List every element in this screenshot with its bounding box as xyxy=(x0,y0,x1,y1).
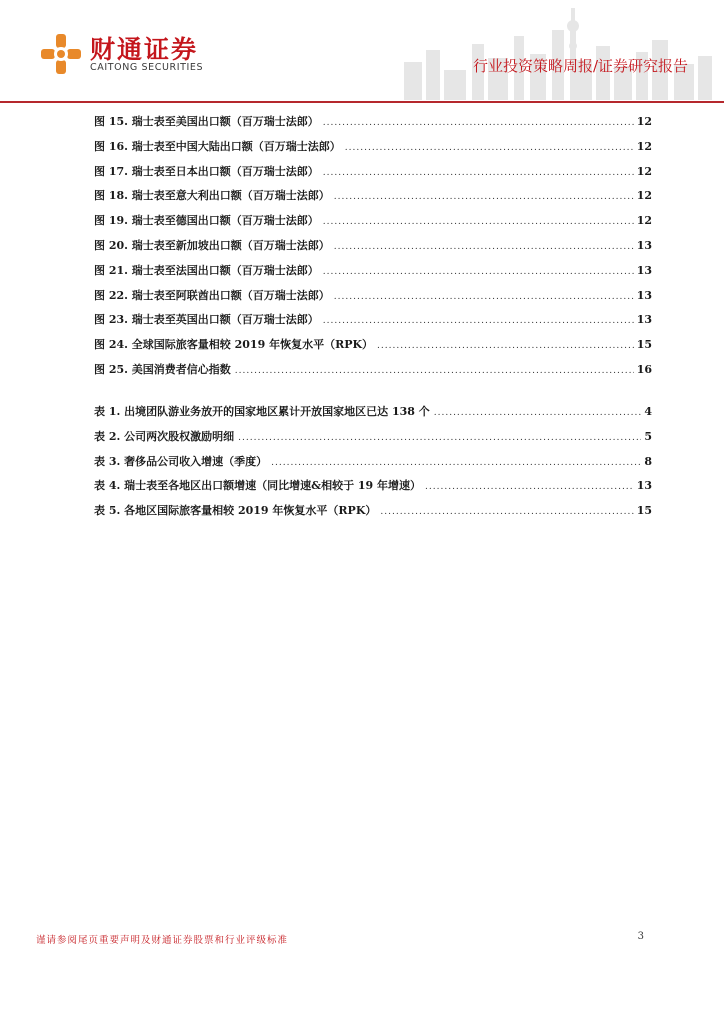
dot-leader xyxy=(323,168,634,178)
city-skyline-watermark xyxy=(384,0,724,100)
footer-disclaimer: 谨请参阅尾页重要声明及财通证券股票和行业评级标准 xyxy=(36,935,289,946)
dot-leader xyxy=(235,366,634,376)
dot-leader xyxy=(323,217,634,227)
report-type: 行业投资策略周报/证券研究报告 xyxy=(472,57,688,75)
toc-entry-page: 13 xyxy=(636,238,652,252)
toc-entry[interactable] xyxy=(94,113,652,138)
toc-entry-label: 图 19. 瑞士表至德国出口额（百万瑞士法郎） xyxy=(94,214,319,228)
figure-index xyxy=(94,113,652,386)
toc-entry-page: 4 xyxy=(644,405,652,418)
dot-leader xyxy=(323,118,634,128)
toc-entry[interactable] xyxy=(94,287,652,312)
toc-entry-page: 12 xyxy=(636,164,652,178)
dot-leader xyxy=(334,242,634,252)
brand-name-en: CAITONG SECURITIES xyxy=(90,62,204,73)
dot-leader xyxy=(238,433,641,443)
toc-entry-page: 12 xyxy=(636,189,652,203)
toc-entry-page: 15 xyxy=(636,338,652,352)
toc-entry-label: 表 1. 出境团队游业务放开的国家地区累计开放国家地区已达 138 个 xyxy=(94,405,430,418)
toc-entry[interactable] xyxy=(94,428,652,453)
dot-leader xyxy=(345,143,634,153)
toc-entry-label: 图 25. 美国消费者信心指数 xyxy=(94,362,231,376)
toc-entry-page: 15 xyxy=(636,504,652,518)
dot-leader xyxy=(334,192,634,202)
dot-leader xyxy=(377,341,634,351)
toc-entry-label: 图 15. 瑞士表至美国出口额（百万瑞士法郎） xyxy=(94,115,319,128)
dot-leader xyxy=(323,267,634,277)
toc-entry-page: 8 xyxy=(644,454,652,468)
toc-entry-label: 表 5. 各地区国际旅客量相较 2019 年恢复水平（RPK） xyxy=(94,504,377,518)
dot-leader xyxy=(425,482,634,492)
page-header xyxy=(0,0,724,104)
toc-entry[interactable] xyxy=(94,403,652,428)
toc-entry-label: 表 2. 公司两次股权激励明细 xyxy=(94,429,235,443)
toc-entry-label: 图 21. 瑞士表至法国出口额（百万瑞士法郎） xyxy=(94,263,319,277)
caitong-logo-icon xyxy=(40,33,82,75)
toc-entry[interactable] xyxy=(94,212,652,237)
toc-entry-page: 16 xyxy=(636,362,652,376)
toc-entry-page: 13 xyxy=(636,313,652,327)
toc-entry[interactable] xyxy=(94,477,652,502)
toc-entry-label: 图 16. 瑞士表至中国大陆出口额（百万瑞士法郎） xyxy=(94,139,341,153)
page-number: 3 xyxy=(637,931,644,942)
toc-entry[interactable] xyxy=(94,138,652,163)
header-divider xyxy=(0,101,724,103)
toc-entry-label: 图 20. 瑞士表至新加坡出口额（百万瑞士法郎） xyxy=(94,238,330,252)
toc-entry[interactable] xyxy=(94,502,652,527)
dot-leader xyxy=(380,507,633,517)
table-index xyxy=(94,403,652,527)
dot-leader xyxy=(434,408,642,418)
toc-entry[interactable] xyxy=(94,262,652,287)
toc-entry-label: 图 22. 瑞士表至阿联酋出口额（百万瑞士法郎） xyxy=(94,288,330,302)
toc-entry[interactable] xyxy=(94,336,652,361)
toc-entry-page: 13 xyxy=(636,288,652,302)
toc-entry-page: 13 xyxy=(636,263,652,277)
toc-entry[interactable] xyxy=(94,237,652,262)
toc-entry-page: 13 xyxy=(636,479,652,493)
toc-entry-label: 图 23. 瑞士表至英国出口额（百万瑞士法郎） xyxy=(94,313,319,327)
toc-entry-label: 表 3. 奢侈品公司收入增速（季度） xyxy=(94,454,268,468)
toc-entry-label: 图 18. 瑞士表至意大利出口额（百万瑞士法郎） xyxy=(94,189,330,203)
toc-entry[interactable] xyxy=(94,187,652,212)
dot-leader xyxy=(334,292,634,302)
toc-entry[interactable] xyxy=(94,453,652,478)
dot-leader xyxy=(323,316,634,326)
brand-name-cn: 财通证券 xyxy=(90,35,199,64)
toc-entry[interactable] xyxy=(94,163,652,188)
toc-entry-label: 图 17. 瑞士表至日本出口额（百万瑞士法郎） xyxy=(94,164,319,178)
toc-entry-page: 12 xyxy=(636,214,652,228)
toc-entry[interactable] xyxy=(94,361,652,386)
toc-entry[interactable] xyxy=(94,311,652,336)
dot-leader xyxy=(271,458,641,468)
toc-entry-label: 图 24. 全球国际旅客量相较 2019 年恢复水平（RPK） xyxy=(94,338,374,352)
toc-entry-page: 12 xyxy=(636,115,652,128)
toc-entry-page: 12 xyxy=(636,139,652,153)
toc-entry-label: 表 4. 瑞士表至各地区出口额增速（同比增速&相较于 19 年增速） xyxy=(94,479,422,493)
toc-entry-page: 5 xyxy=(644,429,652,443)
